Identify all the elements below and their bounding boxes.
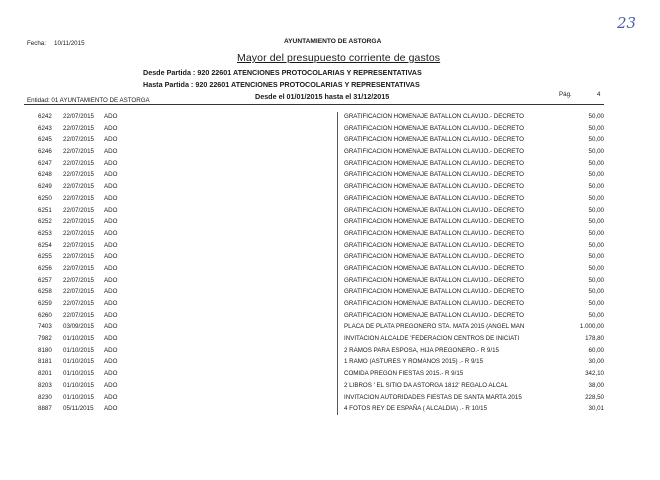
table-row <box>0 134 660 146</box>
entry-type: ADO <box>104 229 118 237</box>
entry-type: ADO <box>104 381 118 389</box>
entry-amount: 50,00 <box>588 171 604 179</box>
entry-type: ADO <box>104 346 118 354</box>
entry-description: GRATIFICACION HOMENAJE BATALLON CLAVIJO.- DECRETO <box>344 264 524 272</box>
table-row <box>0 263 660 275</box>
entry-amount: 50,00 <box>588 124 604 132</box>
fecha-label: Fecha: <box>27 40 46 47</box>
hasta-partida: Hasta Partida : 920 22601 ATENCIONES PROTOCOLARIAS Y REPRESENTATIVAS <box>143 80 420 89</box>
table-row <box>0 169 660 181</box>
entry-date: 01/10/2015 <box>63 335 94 343</box>
entry-type: ADO <box>104 370 118 378</box>
entry-amount: 50,00 <box>588 206 604 214</box>
handwritten-page-number: 23 <box>617 14 637 32</box>
entry-amount: 50,00 <box>588 159 604 167</box>
entry-date: 03/09/2015 <box>63 323 94 331</box>
entry-amount: 50,00 <box>588 218 604 226</box>
table-row <box>0 368 660 380</box>
entry-amount: 50,00 <box>588 229 604 237</box>
entry-amount: 30,00 <box>588 358 604 366</box>
entry-description: COMIDA PREGON FIESTAS 2015.- R 9/15 <box>344 370 464 378</box>
entry-date: 22/07/2015 <box>63 229 94 237</box>
table-row <box>0 345 660 357</box>
table-row <box>0 205 660 217</box>
table-row <box>0 146 660 158</box>
entry-description: GRATIFICACION HOMENAJE BATALLON CLAVIJO.- DECRETO <box>344 206 524 214</box>
entry-type: ADO <box>104 159 118 167</box>
entry-type: ADO <box>104 323 118 331</box>
entry-description: GRATIFICACION HOMENAJE BATALLON CLAVIJO.- DECRETO <box>344 300 524 307</box>
entry-type: ADO <box>104 218 118 226</box>
entry-amount: 50,00 <box>588 148 604 156</box>
entry-description: 2 LIBROS ' EL SITIO DA ASTORGA 1812' REGALO ALCAL <box>344 381 508 389</box>
table-row <box>0 193 660 205</box>
entry-number: 8181 <box>38 358 52 366</box>
entry-date: 22/07/2015 <box>63 218 94 226</box>
entry-number: 8887 <box>38 405 52 413</box>
entry-number: 6259 <box>38 300 52 307</box>
entry-date: 22/07/2015 <box>63 253 94 261</box>
entry-date: 22/07/2015 <box>63 264 94 272</box>
entry-number: 6255 <box>38 253 52 261</box>
entry-number: 6247 <box>38 159 52 167</box>
table-row <box>0 310 660 322</box>
table-row <box>0 123 660 135</box>
entry-number: 8230 <box>38 393 52 401</box>
entry-date: 22/07/2015 <box>63 124 94 132</box>
table-row <box>0 333 660 345</box>
table-row <box>0 392 660 404</box>
page-label: Pág. <box>559 91 572 98</box>
entry-type: ADO <box>104 300 118 307</box>
table-row <box>0 286 660 298</box>
entry-amount: 50,00 <box>588 253 604 261</box>
entry-description: 1 RAMO (ASTURES Y ROMANOS 2015) .- R 9/15 <box>344 358 484 366</box>
entry-number: 6257 <box>38 276 52 284</box>
entry-description: INVITACION AUTORIDADES FIESTAS DE SANTA MARTA 2015 <box>344 393 522 401</box>
entry-number: 6242 <box>38 113 52 120</box>
table-row <box>0 321 660 333</box>
entry-amount: 50,00 <box>588 113 604 120</box>
entry-number: 6245 <box>38 136 52 144</box>
entry-amount: 50,00 <box>588 264 604 272</box>
entry-amount: 50,00 <box>588 300 604 307</box>
entry-description: GRATIFICACION HOMENAJE BATALLON CLAVIJO.- DECRETO <box>344 229 524 237</box>
entry-amount: 50,00 <box>588 194 604 202</box>
entry-type: ADO <box>104 311 118 319</box>
entry-amount: 178,80 <box>585 335 604 343</box>
page-number: 4 <box>597 91 601 98</box>
ledger-table <box>0 111 660 415</box>
table-row <box>0 380 660 392</box>
table-row <box>0 251 660 263</box>
date-range: Desde el 01/01/2015 hasta el 31/12/2015 <box>255 92 390 101</box>
table-row <box>0 216 660 228</box>
table-row <box>0 240 660 252</box>
entry-type: ADO <box>104 405 118 413</box>
entry-type: ADO <box>104 136 118 144</box>
entry-description: GRATIFICACION HOMENAJE BATALLON CLAVIJO.- DECRETO <box>344 148 524 156</box>
entry-description: GRATIFICACION HOMENAJE BATALLON CLAVIJO.- DECRETO <box>344 183 524 191</box>
table-row <box>0 158 660 170</box>
table-row <box>0 275 660 287</box>
entry-date: 22/07/2015 <box>63 288 94 296</box>
entry-number: 6249 <box>38 183 52 191</box>
entry-description: GRATIFICACION HOMENAJE BATALLON CLAVIJO.- DECRETO <box>344 194 524 202</box>
entry-amount: 38,00 <box>588 381 604 389</box>
entry-number: 6258 <box>38 288 52 296</box>
entry-number: 6260 <box>38 311 52 319</box>
entry-description: GRATIFICACION HOMENAJE BATALLON CLAVIJO.- DECRETO <box>344 241 524 249</box>
entry-type: ADO <box>104 276 118 284</box>
entry-date: 22/07/2015 <box>63 206 94 214</box>
header-rule <box>24 104 604 105</box>
entry-description: 2 RAMOS PARA ESPOSA, HIJA PREGONERO.- R 9/15 <box>344 346 499 354</box>
entry-description: GRATIFICACION HOMENAJE BATALLON CLAVIJO.- DECRETO <box>344 218 524 226</box>
entry-amount: 50,00 <box>588 241 604 249</box>
entry-number: 6254 <box>38 241 52 249</box>
entry-number: 7982 <box>38 335 52 343</box>
entry-number: 6253 <box>38 229 52 237</box>
entry-type: ADO <box>104 264 118 272</box>
entry-date: 01/10/2015 <box>63 381 94 389</box>
table-row <box>0 181 660 193</box>
entry-type: ADO <box>104 113 118 120</box>
entry-type: ADO <box>104 206 118 214</box>
entry-date: 05/11/2015 <box>63 405 94 413</box>
entry-date: 01/10/2015 <box>63 358 94 366</box>
entry-amount: 60,00 <box>588 346 604 354</box>
entry-date: 22/07/2015 <box>63 276 94 284</box>
entry-date: 22/07/2015 <box>63 113 94 120</box>
entry-description: GRATIFICACION HOMENAJE BATALLON CLAVIJO.- DECRETO <box>344 171 524 179</box>
entry-amount: 228,50 <box>585 393 604 401</box>
entry-type: ADO <box>104 393 118 401</box>
entry-number: 6248 <box>38 171 52 179</box>
entry-description: GRATIFICACION HOMENAJE BATALLON CLAVIJO.- DECRETO <box>344 124 524 132</box>
entry-type: ADO <box>104 253 118 261</box>
entry-date: 01/10/2015 <box>63 370 94 378</box>
entry-number: 6243 <box>38 124 52 132</box>
entry-amount: 342,10 <box>585 370 604 378</box>
entry-number: 7403 <box>38 323 52 331</box>
entry-date: 01/10/2015 <box>63 393 94 401</box>
entry-description: 4 FOTOS REY DE ESPAÑA ( ALCALDIA) .- R 10/15 <box>344 405 488 413</box>
entry-date: 22/07/2015 <box>63 241 94 249</box>
entry-amount: 50,00 <box>588 183 604 191</box>
entry-description: INVITACION ALCALDE 'FEDERACION CENTROS DE INICIATI <box>344 335 520 343</box>
entry-description: GRATIFICACION HOMENAJE BATALLON CLAVIJO.- DECRETO <box>344 136 524 144</box>
entry-number: 8203 <box>38 381 52 389</box>
entry-date: 22/07/2015 <box>63 300 94 307</box>
entry-type: ADO <box>104 335 118 343</box>
entry-type: ADO <box>104 183 118 191</box>
entry-description: GRATIFICACION HOMENAJE BATALLON CLAVIJO.- DECRETO <box>344 253 524 261</box>
entry-type: ADO <box>104 194 118 202</box>
entry-number: 6256 <box>38 264 52 272</box>
entry-description: GRATIFICACION HOMENAJE BATALLON CLAVIJO.- DECRETO <box>344 276 524 284</box>
entry-amount: 30,01 <box>588 405 604 413</box>
entry-date: 22/07/2015 <box>63 136 94 144</box>
entry-number: 6252 <box>38 218 52 226</box>
entry-type: ADO <box>104 148 118 156</box>
entry-amount: 50,00 <box>588 136 604 144</box>
entry-amount: 1.000,00 <box>579 323 604 331</box>
entry-description: GRATIFICACION HOMENAJE BATALLON CLAVIJO.- DECRETO <box>344 288 524 296</box>
report-title: Mayor del presupuesto corriente de gastos <box>237 52 441 64</box>
entry-number: 6246 <box>38 148 52 156</box>
entry-number: 8180 <box>38 346 52 354</box>
entry-date: 01/10/2015 <box>63 346 94 354</box>
entry-type: ADO <box>104 288 118 296</box>
organization-name: AYUNTAMIENTO DE ASTORGA <box>284 38 382 45</box>
entry-date: 22/07/2015 <box>63 311 94 319</box>
entry-amount: 50,00 <box>588 276 604 284</box>
entry-number: 6251 <box>38 206 52 214</box>
entry-description: PLACA DE PLATA PREGONERO STA. MATA 2015 (ANGEL MAN <box>344 323 525 331</box>
entry-amount: 50,00 <box>588 311 604 319</box>
entry-date: 22/07/2015 <box>63 159 94 167</box>
table-row <box>0 356 660 368</box>
entry-type: ADO <box>104 124 118 132</box>
entry-number: 6250 <box>38 194 52 202</box>
entry-description: GRATIFICACION HOMENAJE BATALLON CLAVIJO.- DECRETO <box>344 311 524 319</box>
entry-number: 8201 <box>38 370 52 378</box>
table-row <box>0 228 660 240</box>
entry-description: GRATIFICACION HOMENAJE BATALLON CLAVIJO.- DECRETO <box>344 113 524 120</box>
table-row <box>0 403 660 415</box>
entry-type: ADO <box>104 171 118 179</box>
entry-description: GRATIFICACION HOMENAJE BATALLON CLAVIJO.- DECRETO <box>344 159 524 167</box>
entry-type: ADO <box>104 241 118 249</box>
entidad: Entidad: 01 AYUNTAMIENTO DE ASTORGA <box>27 97 150 104</box>
entry-date: 22/07/2015 <box>63 171 94 179</box>
entry-amount: 50,00 <box>588 288 604 296</box>
table-row <box>0 298 660 310</box>
entry-date: 22/07/2015 <box>63 183 94 191</box>
desde-partida: Desde Partida : 920 22601 ATENCIONES PROTOCOLARIAS Y REPRESENTATIVAS <box>143 68 422 77</box>
fecha-value: 10/11/2015 <box>54 40 85 47</box>
entry-type: ADO <box>104 358 118 366</box>
entry-date: 22/07/2015 <box>63 194 94 202</box>
table-row <box>0 111 660 123</box>
entry-date: 22/07/2015 <box>63 148 94 156</box>
